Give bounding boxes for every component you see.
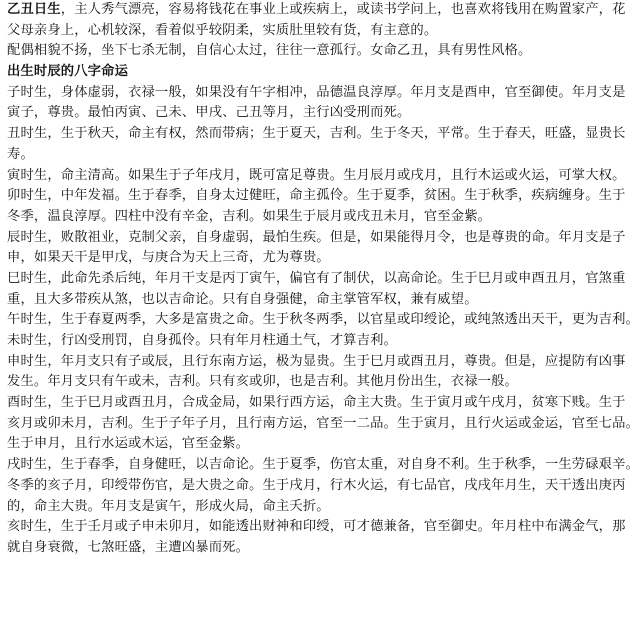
entry-line: 重，且大多带疾从煞，也以吉命论。只有自身强健，命主掌管军权，兼有威望。 (7, 291, 478, 307)
entry-line: 未时生，行凶受刑罚，自身孤伶。只有年月柱通土气，才算吉利。 (7, 333, 397, 348)
entry-line: 寅子，尊贵。最怕丙寅、己未、甲戌、己丑等月，主行凶受刑而死。 (7, 105, 411, 121)
hour-entry (7, 166, 640, 187)
entry-line: 发生。年月支只有午或未，吉利。只有亥或卯，也是吉利。其他月份出生，衣禄一般。 (7, 374, 518, 390)
entry-line: 戌时生，生于春季，自身健旺，以吉命论。生于夏季，伤官太重，对自身不利。生于秋季，一生劳碌艰辛。 (7, 457, 640, 473)
hour-entry (7, 269, 640, 310)
intro-line: 配偶相貌不扬，坐下七杀无制，自信心太过，往往一意孤行。女命乙丑，具有男性风格。 (7, 43, 532, 59)
entry-line: 亥时生，生于壬月或子申未卯月，如能透出财神和印绶，可才德兼备，官至御史。年月柱中布满金气，那 (7, 519, 626, 535)
hour-entry (7, 455, 640, 517)
section-title: 出生时辰的八字命运 (7, 64, 129, 80)
entry-line: 生于申月，且行水运或木运，官至金紫。 (7, 436, 250, 452)
entry-line: 巳时生，此命先杀后纯，年月干支是丙丁寅午，偏官有了制伏，以高命论。生于巳月或申酉丑月，官煞重 (7, 270, 626, 286)
hour-entry (7, 517, 640, 558)
entry-line: 午时生，生于春夏两季，大多是富贵之命。生于秋冬两季，以官星或印绶论，或纯煞透出天干，更为吉利。 (7, 312, 640, 328)
entry-line: 酉时生，生于巳月或酉丑月，合成金局，如果行西方运，命主大贵。生于寅月或午戌月，贫寒下贱。生于 (7, 395, 626, 411)
entry-line: 冬季，温良淳厚。四柱中没有辛金，吉利。如果生于辰月或戌丑未月，官至金紫。 (7, 208, 492, 224)
intro-line: 乙丑日生，主人秀气漂亮，容易将钱花在事业上或疾病上，或读书学问上，也喜欢将钱用在购置家产，花 (7, 2, 626, 17)
entry-line: 的，命主大贵。年月支是寅午，形成火局，命主夭折。 (7, 498, 330, 514)
hour-entry (7, 331, 640, 352)
entry-line: 卯时生，中年发福。生于春季，自身太过健旺，命主孤伶。生于夏季，贫困。生于秋季，疾病缠身。生于 (7, 188, 626, 204)
entries-list (7, 83, 640, 559)
entry-line: 就自身衰微，七煞旺盛，主遭凶暴而死。 (7, 539, 250, 555)
entry-line: 申时生，年月支只有子或辰，且行东南方运，极为显贵。生于巳月或酉丑月，尊贵。但是，应提防有凶事 (7, 353, 626, 369)
hour-entry (7, 310, 640, 331)
entry-line: 冬季的亥子月，印绶带伤官，是大贵之命。生于戌月，行木火运，有七品官，戌戌年月生，天干透出庚丙 (7, 477, 626, 493)
hour-entry (7, 186, 640, 227)
entry-line: 申，如果天干是甲戊，与庚合为天上三奇，尤为尊贵。 (7, 250, 330, 266)
hour-entry (7, 124, 640, 165)
entry-line: 亥月或卯未月，吉利。生于子年子月，且行南方运，官至一二品。生于寅月，且行火运或金运，官至七品。 (7, 415, 640, 431)
intro-paragraph (7, 0, 640, 62)
intro-lead: 乙丑日生 (7, 2, 61, 17)
hour-entry (7, 228, 640, 269)
entry-line: 辰时生，败散祖业，克制父亲，自身虚弱，最怕生疾。但是，如果能得月令，也是尊贵的命。年月支是子 (7, 229, 626, 245)
intro-line: 父母亲身上，心机较深，看着似乎较阴柔，实质肚里较有货，有主意的。 (7, 22, 438, 38)
entry-line: 丑时生，生于秋天，命主有权，然而带病；生于夏天，吉利。生于冬天，平常。生于春天，旺盛，显贵长 (7, 126, 626, 142)
hour-entry (7, 352, 640, 393)
hour-entry (7, 393, 640, 455)
entry-line: 子时生，身体虚弱，衣禄一般，如果没有午字相冲，品德温良淳厚。年月支是酉申，官至御使。年月支是 (7, 84, 626, 100)
hour-entry (7, 83, 640, 124)
entry-line: 寿。 (7, 146, 34, 162)
entry-line: 寅时生，命主清高。如果生于子年戌月，既可富足尊贵。生月辰月或戌月，且行木运或火运，可掌大权。 (7, 167, 626, 183)
